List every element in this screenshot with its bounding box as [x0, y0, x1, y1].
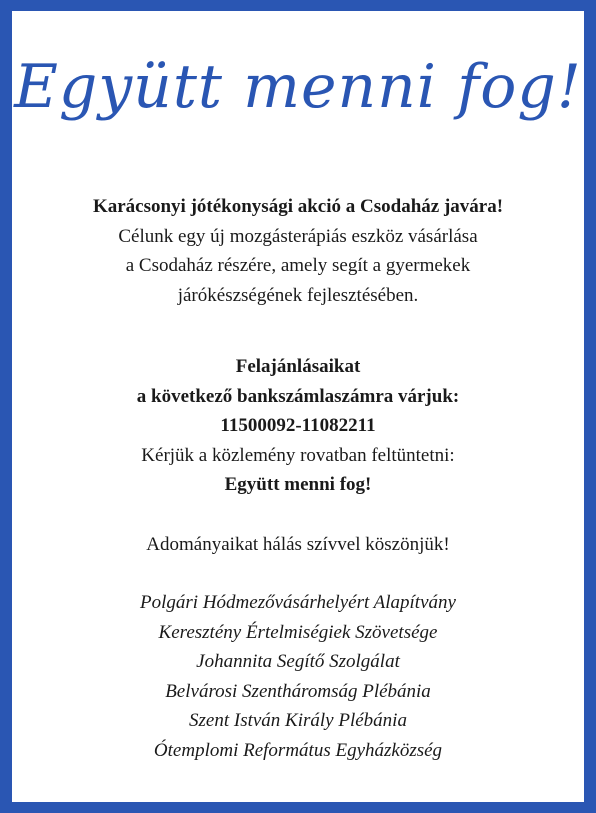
intro-line: járókészségének fejlesztésében. [177, 284, 419, 306]
organization-item: Belvárosi Szentháromság Plébánia [165, 680, 431, 702]
bank-account-number: 11500092-11082211 [220, 415, 376, 437]
organization-item: Johannita Segítő Szolgálat [196, 651, 400, 673]
intro-section [12, 192, 584, 310]
organizations-list [12, 588, 584, 766]
flyer-page [12, 11, 584, 802]
bank-heading-1: Felajánlásaikat [235, 356, 361, 377]
bank-heading-2: a következő bankszámlaszámra várjuk: [136, 385, 460, 407]
organization-item: Keresztény Értelmiségiek Szövetsége [158, 621, 438, 643]
bank-reference: Együtt menni fog! [224, 474, 372, 496]
bank-note: Kérjük a közlemény rovatban feltüntetni: [141, 444, 455, 466]
thanks-section [12, 530, 584, 560]
organization-item: Polgári Hódmezővásárhelyért Alapítvány [140, 592, 456, 613]
thanks-text: Adományaikat hálás szívvel köszönjük! [146, 534, 450, 555]
intro-line: Célunk egy új mozgásterápiás eszköz vásárlása [118, 225, 478, 247]
bank-section [12, 352, 584, 500]
intro-line: a Csodaház részére, amely segít a gyermekek [125, 255, 471, 277]
organization-item: Ótemplomi Református Egyházközség [153, 739, 443, 761]
flyer-title: Együtt menni fog! [14, 52, 582, 122]
intro-heading: Karácsonyi jótékonysági akció a Csodaház javára! [92, 196, 504, 217]
organization-item: Szent István Király Plébánia [189, 710, 407, 732]
